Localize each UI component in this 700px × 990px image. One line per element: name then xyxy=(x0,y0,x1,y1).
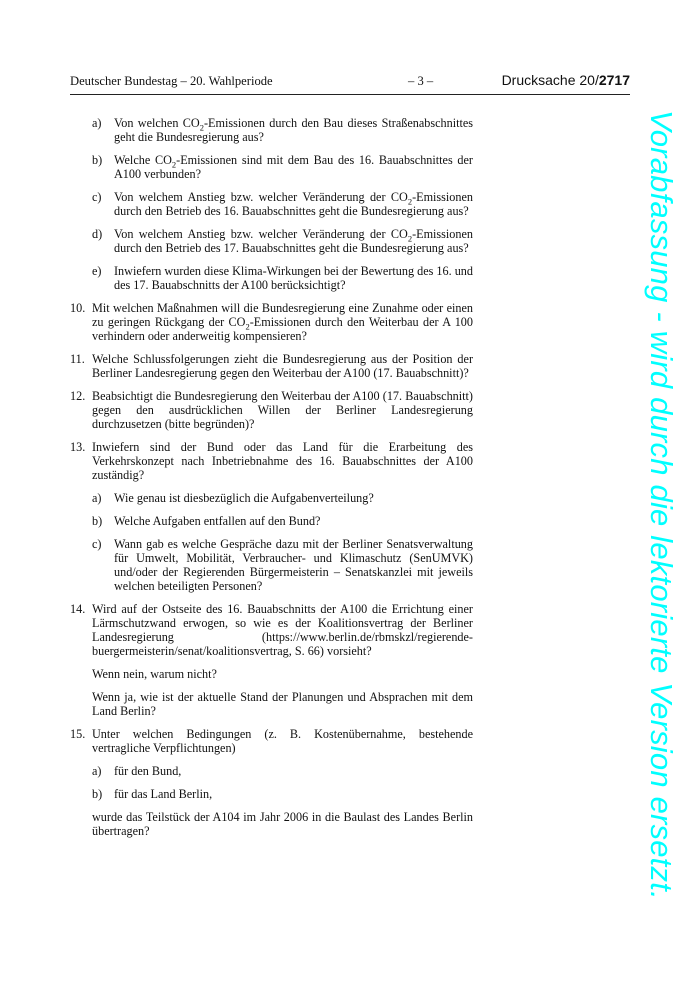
question-9c xyxy=(92,190,473,218)
item-text: Wie genau ist diesbezüglich die Aufgabenverteilung? xyxy=(114,491,374,505)
page-number: – 3 – xyxy=(408,74,434,88)
question-13b xyxy=(92,514,473,528)
item-label: c) xyxy=(92,537,102,551)
item-label: a) xyxy=(92,116,102,130)
question-number: 10. xyxy=(70,301,86,315)
question-text: Mit welchen Maßnahmen will die Bundesregierung eine Zunahme oder einen zu geringen Rückgang der $CO_2$-Emissionen durch den Weiterbau der A 100 verhindern oder anderweitig kompensieren? xyxy=(92,301,473,343)
item-text: Inwiefern wurden diese Klima-Wirkungen bei der Bewertung des 16. und des 17. Bauabschnitts der A100 berücksichtigt? xyxy=(114,264,473,292)
header-parliament: Deutscher Bundestag – 20. Wahlperiode xyxy=(70,74,273,88)
item-text: Von welchem Anstieg bzw. welcher Veränderung der $CO_2$-Emissionen durch den Betrieb des 17. Bauabschnittes geht die Bundesregierung aus? xyxy=(114,227,473,255)
question-number: 13. xyxy=(70,440,86,454)
question-number: 11. xyxy=(70,352,85,366)
item-label: b) xyxy=(92,514,103,528)
question-13 xyxy=(70,440,473,593)
drucksache-number: 2717 xyxy=(598,72,630,88)
question-9b xyxy=(92,153,473,181)
item-text: Wann gab es welche Gespräche dazu mit der Berliner Senatsverwaltung für Umwelt, Mobilität, Verbraucher- und Klimaschutz (SenUMVK) und/oder der Regierenden Bürgermeisterin – Senatskanzlei mit jeweils welchen beteiligten Personen? xyxy=(114,537,473,593)
question-14 xyxy=(70,602,473,718)
item-label: e) xyxy=(92,264,102,278)
question-text: Welche Schlussfolgerungen zieht die Bundesregierung aus der Position der Berliner Landesregierung gegen den Weiterbau der A100 (17. Bauabschnitt)? xyxy=(92,352,473,380)
item-text: für den Bund, xyxy=(114,764,182,778)
question-15 xyxy=(70,727,473,838)
question-15a xyxy=(92,764,473,778)
question-11 xyxy=(70,352,473,380)
item-text: Von welchen $CO_2$-Emissionen durch den Bau dieses Straßenabschnittes geht die Bundesregierung aus? xyxy=(114,116,474,144)
drucksache-prefix: 20/ xyxy=(579,72,599,88)
question-15-closing: wurde das Teilstück der A104 im Jahr 2006 in die Baulast des Landes Berlin übertragen? xyxy=(92,810,473,838)
question-13a xyxy=(92,491,473,505)
question-text: Inwiefern sind der Bund oder das Land für die Erarbeitung des Verkehrskonzept nach Inbetriebnahme des 16. Bauabschnittes der A100 zuständig? xyxy=(92,440,473,482)
question-14-if-no: Wenn nein, warum nicht? xyxy=(92,667,217,681)
document-body xyxy=(70,116,473,847)
item-label: b) xyxy=(92,787,103,801)
item-label: b) xyxy=(92,153,103,167)
item-label: a) xyxy=(92,491,102,505)
question-9-block xyxy=(70,116,473,292)
item-label: d) xyxy=(92,227,103,241)
question-9e xyxy=(92,264,473,292)
question-10 xyxy=(70,301,473,343)
item-text: Welche $CO_2$-Emissionen sind mit dem Bau des 16. Bauabschnittes der A100 verbunden? xyxy=(114,153,473,181)
item-text: Welche Aufgaben entfallen auf den Bund? xyxy=(114,514,321,528)
item-text: für das Land Berlin, xyxy=(114,787,213,801)
question-14-if-yes: Wenn ja, wie ist der aktuelle Stand der Planungen und Absprachen mit dem Land Berlin? xyxy=(92,690,473,718)
question-9d xyxy=(92,227,473,255)
question-text: Wird auf der Ostseite des 16. Bauabschnitts der A100 die Errichtung einer Lärmschutzwand erwogen, so wie es der Koalitionsvertrag der Berliner Landesregierung (https://www.berlin.de/rbmskzl/regierende-buergermeisterin/senat/koalitionsvertrag, S. 66) vorsieht? xyxy=(92,602,473,658)
item-label: a) xyxy=(92,764,102,778)
item-text: Von welchem Anstieg bzw. welcher Veränderung der $CO_2$-Emissionen durch den Betrieb des 16. Bauabschnittes geht die Bundesregierung aus? xyxy=(114,190,473,218)
item-label: c) xyxy=(92,190,102,204)
question-number: 14. xyxy=(70,602,86,616)
question-15b xyxy=(92,787,473,801)
question-13c xyxy=(92,537,473,593)
draft-watermark: Vorabfassung - wird durch die lektorierte Version ersetzt. xyxy=(644,110,679,900)
question-9a xyxy=(92,116,473,144)
question-12 xyxy=(70,389,473,431)
page-header xyxy=(70,72,630,92)
question-text: Beabsichtigt die Bundesregierung den Weiterbau der A100 (17. Bauabschnitt) gegen den ausdrücklichen Willen der Berliner Landesregierung durchzusetzen (bitte begründen)? xyxy=(92,389,473,431)
document-number xyxy=(502,72,630,88)
question-text: Unter welchen Bedingungen (z. B. Kostenübernahme, bestehende vertragliche Verpflichtungen) xyxy=(92,727,473,755)
drucksache-label: Drucksache xyxy=(501,72,576,88)
question-number: 15. xyxy=(70,727,86,741)
question-number: 12. xyxy=(70,389,86,403)
header-rule xyxy=(70,94,630,95)
